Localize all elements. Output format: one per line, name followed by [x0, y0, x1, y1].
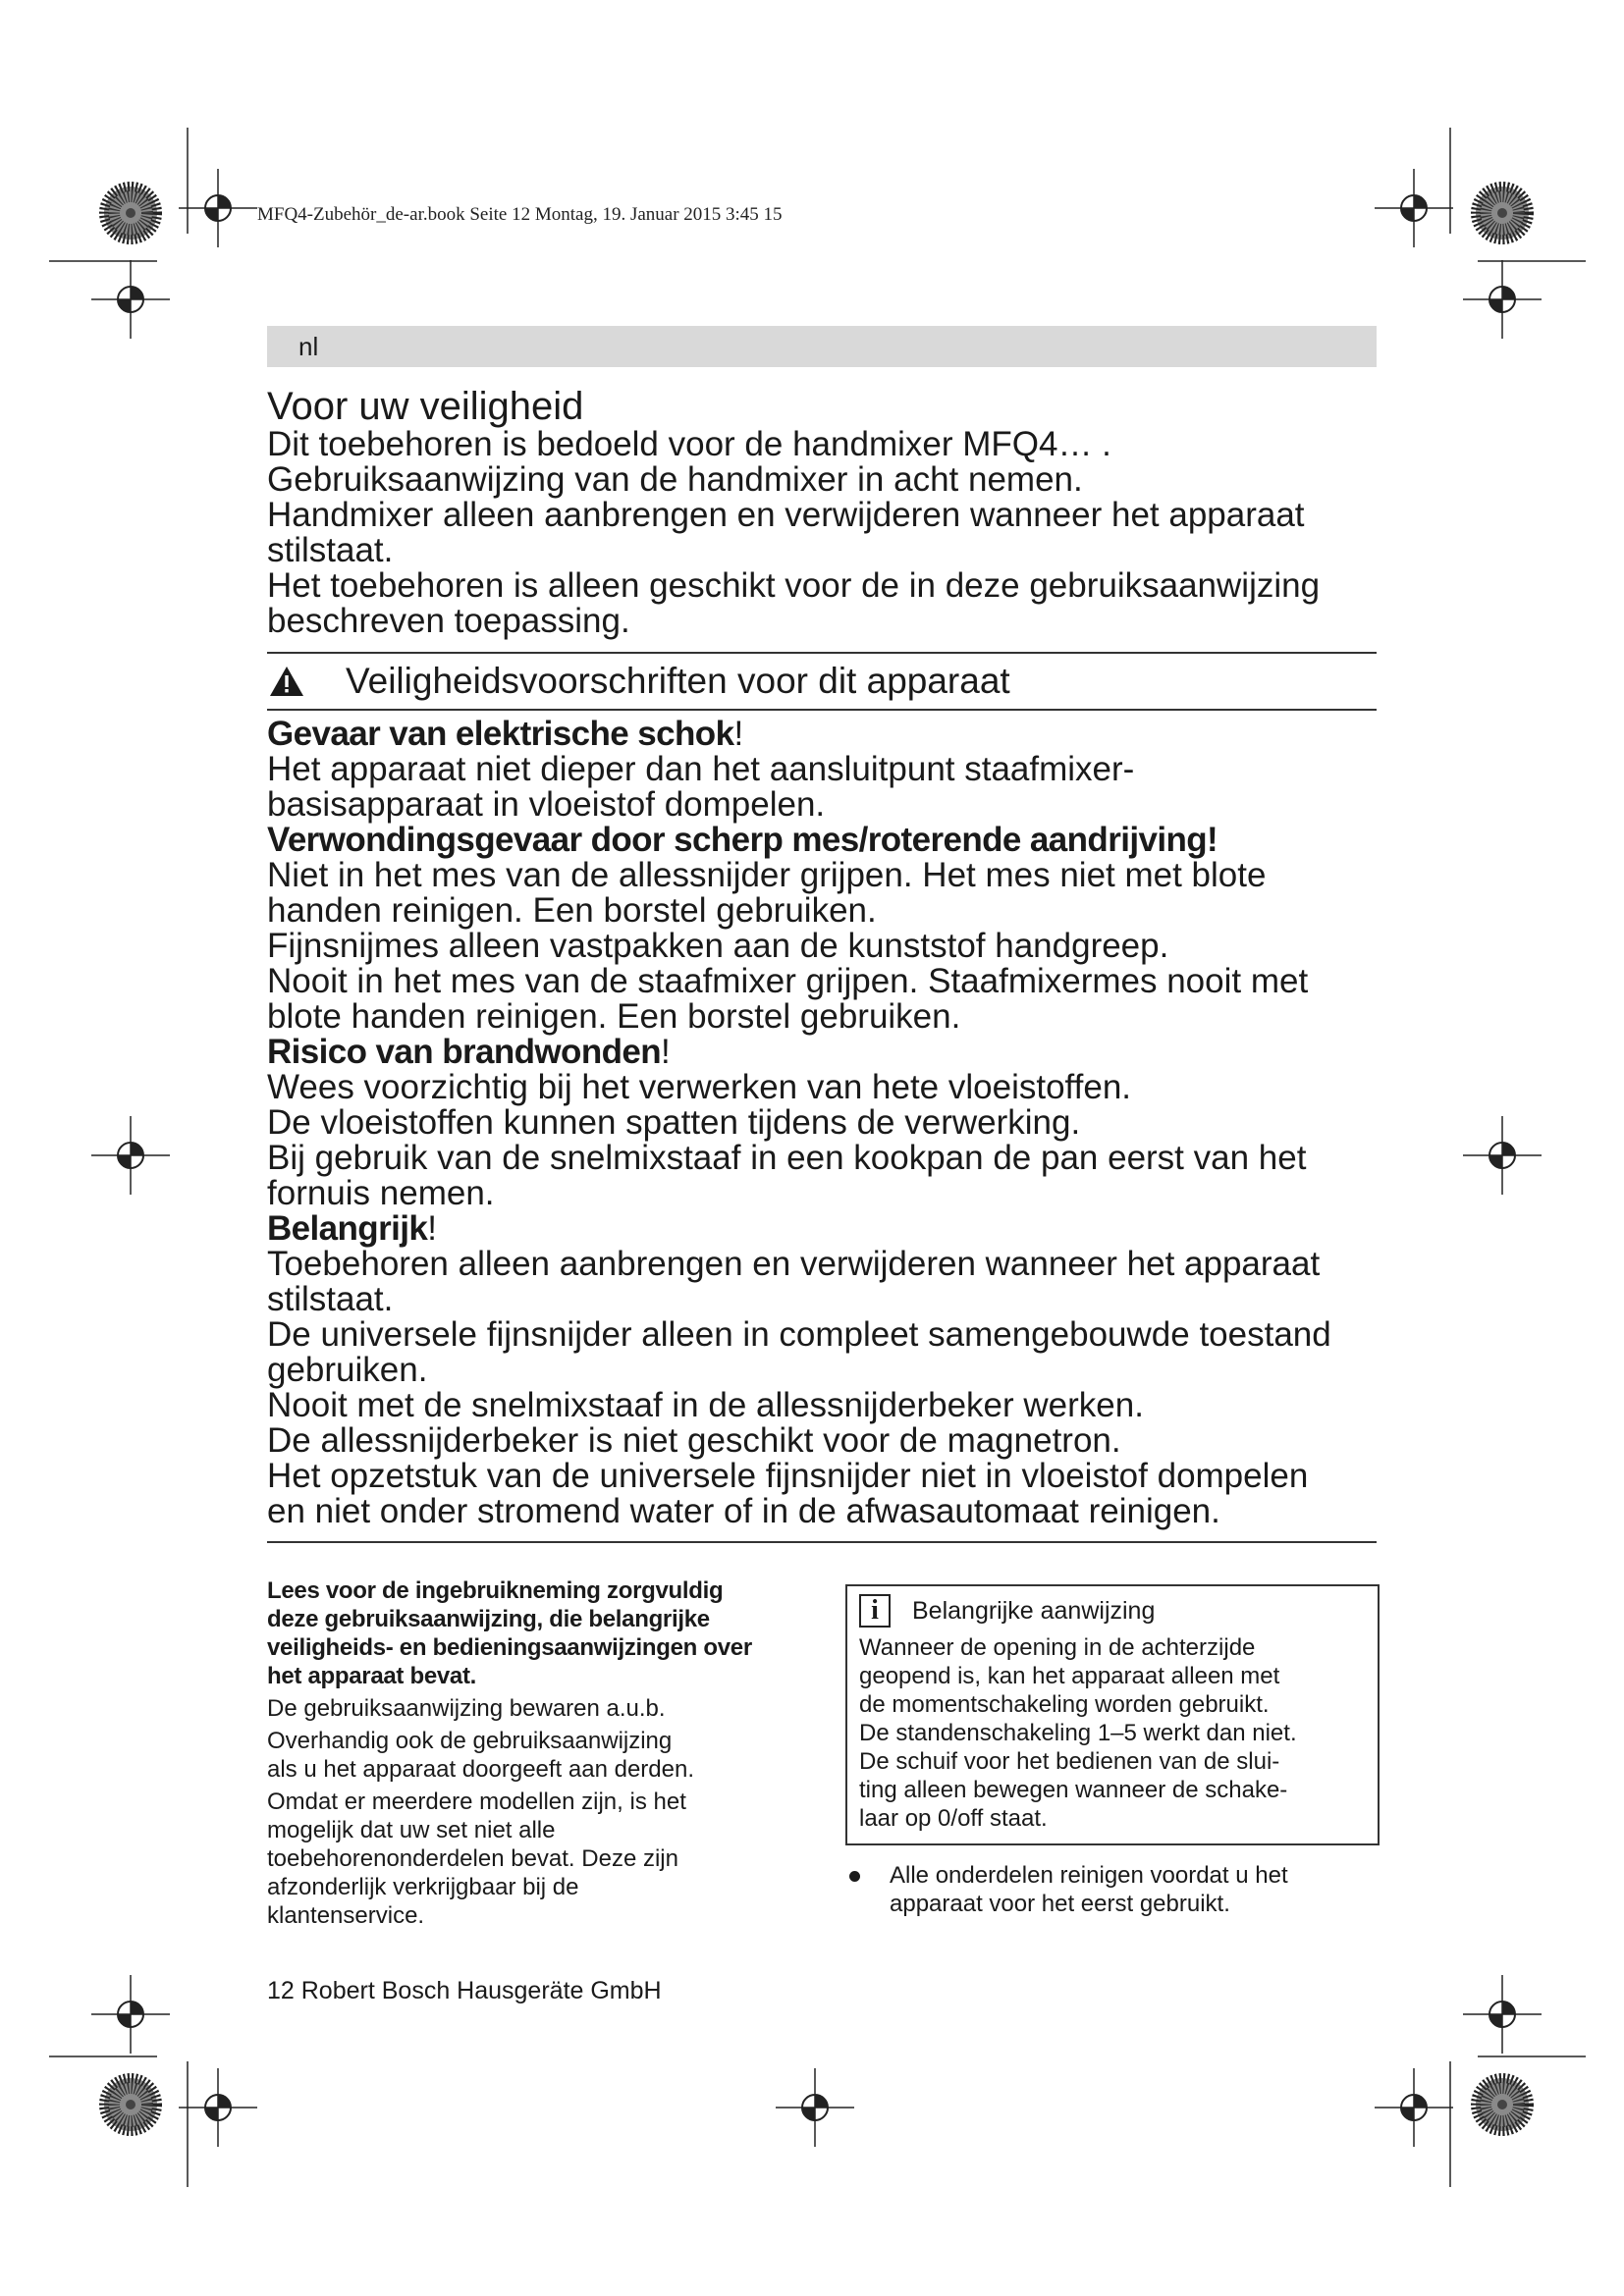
bullet-line: Alle onderdelen reinigen voordat u het: [890, 1862, 1288, 1889]
burn-heading: Risico van brandwonden!: [267, 1033, 671, 1071]
text-line: stilstaat.: [267, 1280, 394, 1318]
important-note-box: [845, 1584, 1380, 1845]
text-line: fornuis nemen.: [267, 1174, 495, 1212]
notice-line: toebehorenonderdelen bevat. Deze zijn: [267, 1845, 678, 1872]
text-line: De vloeistoffen kunnen spatten tijdens de verwerking.: [267, 1103, 1081, 1142]
bullet-dot: [849, 1871, 860, 1882]
warning-triangle-icon: [269, 666, 304, 697]
text-line: stilstaat.: [267, 531, 394, 569]
text-line: Bij gebruik van de snelmixstaaf in een kookpan de pan eerst van het: [267, 1139, 1307, 1177]
info-line: De schuif voor het bedienen van de slui-: [859, 1748, 1280, 1775]
page-footer: 12 Robert Bosch Hausgeräte GmbH: [267, 1977, 662, 2004]
notice-line: als u het apparaat doorgeeft aan derden.: [267, 1756, 694, 1783]
notice-line: De gebruiksaanwijzing bewaren a.u.b.: [267, 1695, 666, 1722]
notice-line: Lees voor de ingebruikneming zorgvuldig: [267, 1577, 724, 1604]
text-line: De allessnijderbeker is niet geschikt voor de magnetron.: [267, 1421, 1121, 1460]
divider: [267, 1541, 1377, 1543]
info-header: [859, 1594, 1366, 1628]
text-line: Handmixer alleen aanbrengen en verwijderen wanneer het apparaat: [267, 496, 1305, 534]
language-bar: [267, 326, 1377, 367]
info-line: laar op 0/off staat.: [859, 1805, 1048, 1832]
text-line: Gebruiksaanwijzing van de handmixer in acht nemen.: [267, 460, 1083, 499]
text-line: Toebehoren alleen aanbrengen en verwijderen wanneer het apparaat: [267, 1245, 1321, 1283]
notice-line: het apparaat bevat.: [267, 1663, 477, 1689]
bullet-text: [890, 1861, 1288, 1918]
text-line: Wees voorzichtig bij het verwerken van hete vloeistoffen.: [267, 1068, 1132, 1106]
text-line: Niet in het mes van de allessnijder grijpen. Het mes niet met blote: [267, 856, 1267, 894]
text-line: Nooit in het mes van de staafmixer grijpen. Staafmixermes nooit met: [267, 962, 1309, 1000]
text-line: blote handen reinigen. Een borstel gebruiken.: [267, 997, 961, 1036]
notice-line: Overhandig ook de gebruiksaanwijzing: [267, 1728, 673, 1754]
text-line: beschreven toepassing.: [267, 602, 630, 640]
shock-heading: Gevaar van elektrische schok!: [267, 715, 743, 753]
notice-line: mogelijk dat uw set niet alle: [267, 1817, 556, 1843]
safety-text: [267, 427, 1386, 639]
injury-heading: Verwondingsgevaar door scherp mes/roterende aandrijving!: [267, 821, 1218, 859]
text-line: Het apparaat niet dieper dan het aansluitpunt staafmixer-: [267, 750, 1135, 788]
text-line: handen reinigen. Een borstel gebruiken.: [267, 891, 877, 930]
warning-header: [267, 654, 1386, 709]
info-line: ting alleen bewegen wanneer de schake-: [859, 1777, 1288, 1803]
text-line: basisapparaat in vloeistof dompelen.: [267, 785, 826, 824]
notice-line: afzonderlijk verkrijgbaar bij de: [267, 1874, 579, 1900]
safety-heading: Voor uw veiligheid: [267, 385, 584, 428]
important-heading: Belangrijk!: [267, 1209, 437, 1248]
info-line: De standenschakeling 1–5 werkt dan niet.: [859, 1720, 1297, 1746]
text-line: en niet onder stromend water of in de afwasautomaat reinigen.: [267, 1492, 1220, 1530]
info-line: geopend is, kan het apparaat alleen met: [859, 1663, 1280, 1689]
text-line: Het toebehoren is alleen geschikt voor de in deze gebruiksaanwijzing: [267, 566, 1321, 605]
reading-notice: [267, 1576, 797, 1930]
warning-title: Veiligheidsvoorschriften voor dit apparaat: [346, 661, 1010, 701]
main-content: [267, 385, 1386, 1543]
divider: [267, 709, 1377, 711]
info-line: de momentschakeling worden gebruikt.: [859, 1691, 1270, 1718]
info-icon: i: [859, 1594, 891, 1628]
info-line: Wanneer de opening in de achterzijde: [859, 1634, 1256, 1661]
text-line: Nooit met de snelmixstaaf in de allessnijderbeker werken.: [267, 1386, 1144, 1424]
text-line: Fijnsnijmes alleen vastpakken aan de kunststof handgreep.: [267, 927, 1169, 965]
text-line: De universele fijnsnijder alleen in compleet samengebouwde toestand: [267, 1315, 1331, 1354]
text-line: Dit toebehoren is bedoeld voor de handmixer MFQ4… .: [267, 425, 1111, 463]
text-line: Het opzetstuk van de universele fijnsnijder niet in vloeistof dompelen: [267, 1457, 1309, 1495]
notice-line: klantenservice.: [267, 1902, 425, 1929]
bullet-item: [846, 1861, 1357, 1918]
language-code: nl: [298, 332, 319, 361]
notice-line: Omdat er meerdere modellen zijn, is het: [267, 1789, 686, 1815]
notice-line: veiligheids- en bedieningsaanwijzingen over: [267, 1634, 752, 1661]
file-header: MFQ4-Zubehör_de-ar.book Seite 12 Montag, 19. Januar 2015 3:45 15: [257, 204, 783, 225]
info-title: Belangrijke aanwijzing: [912, 1596, 1156, 1625]
bullet-line: apparaat voor het eerst gebruikt.: [890, 1891, 1230, 1917]
text-line: gebruiken.: [267, 1351, 428, 1389]
notice-line: deze gebruiksaanwijzing, die belangrijke: [267, 1606, 710, 1632]
